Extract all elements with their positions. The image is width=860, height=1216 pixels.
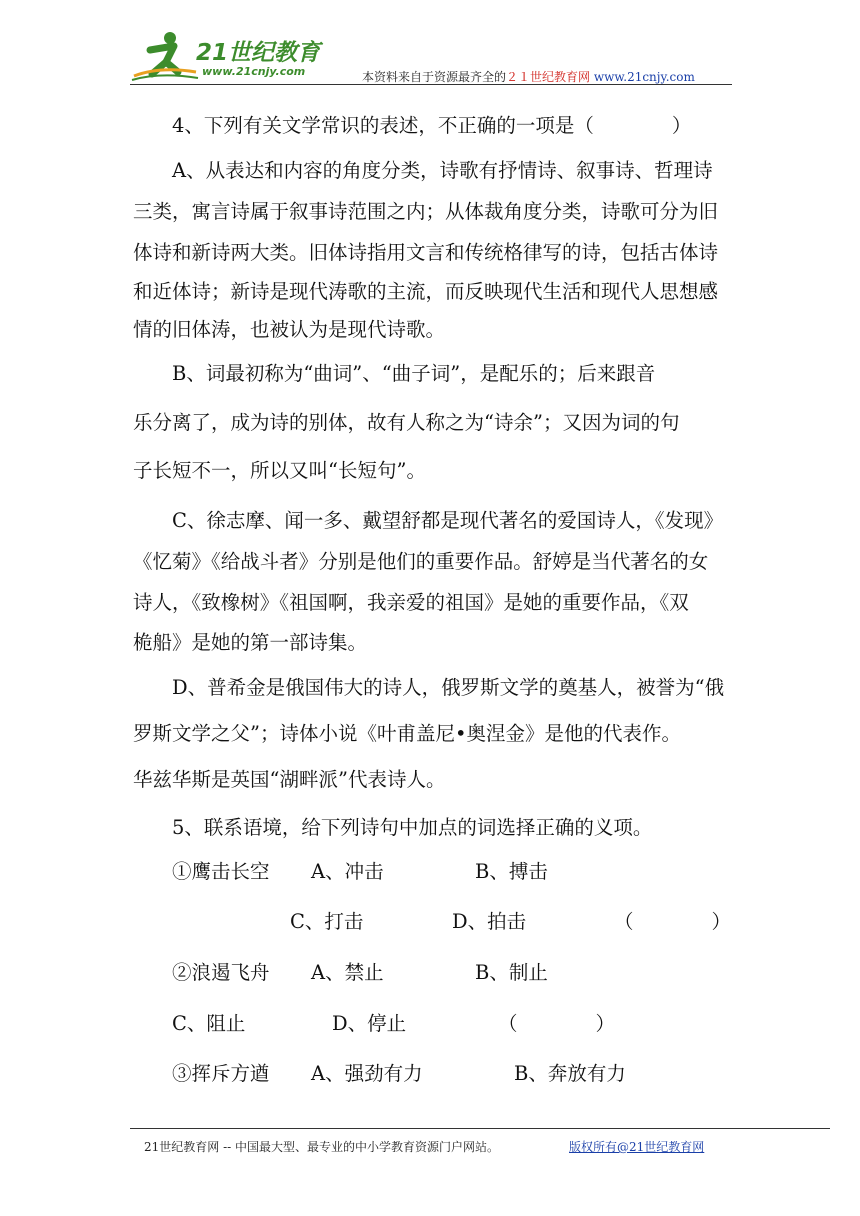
option-d-line-3: 华兹华斯是英国“湖畔派”代表诗人。 bbox=[133, 768, 446, 791]
option-b-line-2: 乐分离了，成为诗的别体，故有人称之为“诗余”；又因为词的句 bbox=[133, 411, 680, 434]
header-divider bbox=[130, 84, 732, 85]
q5-item1-option-d: D、拍击 bbox=[452, 910, 527, 933]
runner-logo-icon bbox=[130, 28, 200, 84]
site-logo bbox=[130, 28, 340, 84]
option-c-line-4: 桅船》是她的第一部诗集。 bbox=[133, 631, 368, 654]
q5-item2-option-c: C、阻止 bbox=[172, 1012, 246, 1035]
header-brand-link[interactable]: ２１世纪教育网 bbox=[506, 70, 591, 84]
option-c-line-2: 《忆菊》《给战斗者》分别是他们的重要作品。舒婷是当代著名的女 bbox=[133, 550, 709, 573]
option-a-line-2: 三类，寓言诗属于叙事诗范围之内；从体裁角度分类，诗歌可分为旧 bbox=[133, 200, 719, 223]
q5-item1-option-c: C、打击 bbox=[290, 910, 364, 933]
option-a-line-4: 和近体诗；新诗是现代涛歌的主流，而反映现代生活和现代人思想感 bbox=[133, 280, 719, 303]
option-b-line-3: 子长短不一，所以又叫“长短句”。 bbox=[133, 459, 426, 482]
q5-item2-option-d: D、停止 bbox=[332, 1012, 407, 1035]
page-header bbox=[130, 28, 732, 86]
footer-divider bbox=[130, 1128, 830, 1129]
question-5-stem: 5、联系语境，给下列诗句中加点的词选择正确的义项。 bbox=[172, 816, 653, 839]
option-a-line-1: A、从表达和内容的角度分类，诗歌有抒情诗、叙事诗、哲理诗 bbox=[172, 159, 713, 182]
option-d-line-2: 罗斯文学之父”；诗体小说《叶甫盖尼•奥涅金》是他的代表作。 bbox=[133, 722, 681, 745]
q5-item2-option-a: A、禁止 bbox=[311, 961, 384, 984]
footer-rights-link[interactable]: 版权所有@21世纪教育网 bbox=[569, 1140, 705, 1154]
q5-item1-label: ①鹰击长空 bbox=[172, 860, 270, 883]
q5-item3-label: ③挥斥方遒 bbox=[172, 1062, 270, 1085]
option-a-line-5: 情的旧体涛，也被认为是现代诗歌。 bbox=[133, 318, 446, 341]
q5-item1-option-b: B、搏击 bbox=[475, 860, 548, 883]
option-b-line-1: B、词最初称为“曲词”、“曲子词”，是配乐的；后来跟音 bbox=[172, 362, 656, 385]
option-c-line-3: 诗人，《致橡树》《祖国啊，我亲爱的祖国》是她的重要作品，《双 bbox=[133, 591, 689, 614]
header-note-prefix: 本资料来自于资源最齐全的 bbox=[362, 70, 507, 84]
q5-item2-option-b: B、制止 bbox=[475, 961, 548, 984]
q5-item1-answer-blank[interactable]: （ ） bbox=[614, 910, 732, 933]
question-4-stem: 4、下列有关文学常识的表述，不正确的一项是（ ） bbox=[172, 114, 692, 137]
option-a-line-3: 体诗和新诗两大类。旧体诗指用文言和传统格律写的诗，包括古体诗 bbox=[133, 241, 719, 264]
q5-item3-option-b: B、奔放有力 bbox=[514, 1062, 626, 1085]
header-url-link[interactable]: www.21cnjy.com bbox=[593, 70, 695, 84]
q5-item1-option-a: A、冲击 bbox=[311, 860, 384, 883]
logo-url: www.21cnjy.com bbox=[202, 65, 306, 78]
q5-item2-label: ②浪遏飞舟 bbox=[172, 961, 270, 984]
page-footer bbox=[144, 1138, 705, 1155]
footer-text: 21世纪教育网 -- 中国最大型、最专业的中小学教育资源门户网站。 bbox=[144, 1140, 500, 1154]
option-d-line-1: D、普希金是俄国伟大的诗人，俄罗斯文学的奠基人，被誉为“俄 bbox=[172, 676, 725, 699]
q5-item2-answer-blank[interactable]: （ ） bbox=[498, 1012, 616, 1035]
header-note bbox=[362, 68, 695, 85]
q5-item3-option-a: A、强劲有力 bbox=[311, 1062, 423, 1085]
logo-text: 21世纪教育 bbox=[196, 40, 321, 66]
option-c-line-1: C、徐志摩、闻一多、戴望舒都是现代著名的爱国诗人，《发现》 bbox=[172, 509, 724, 532]
